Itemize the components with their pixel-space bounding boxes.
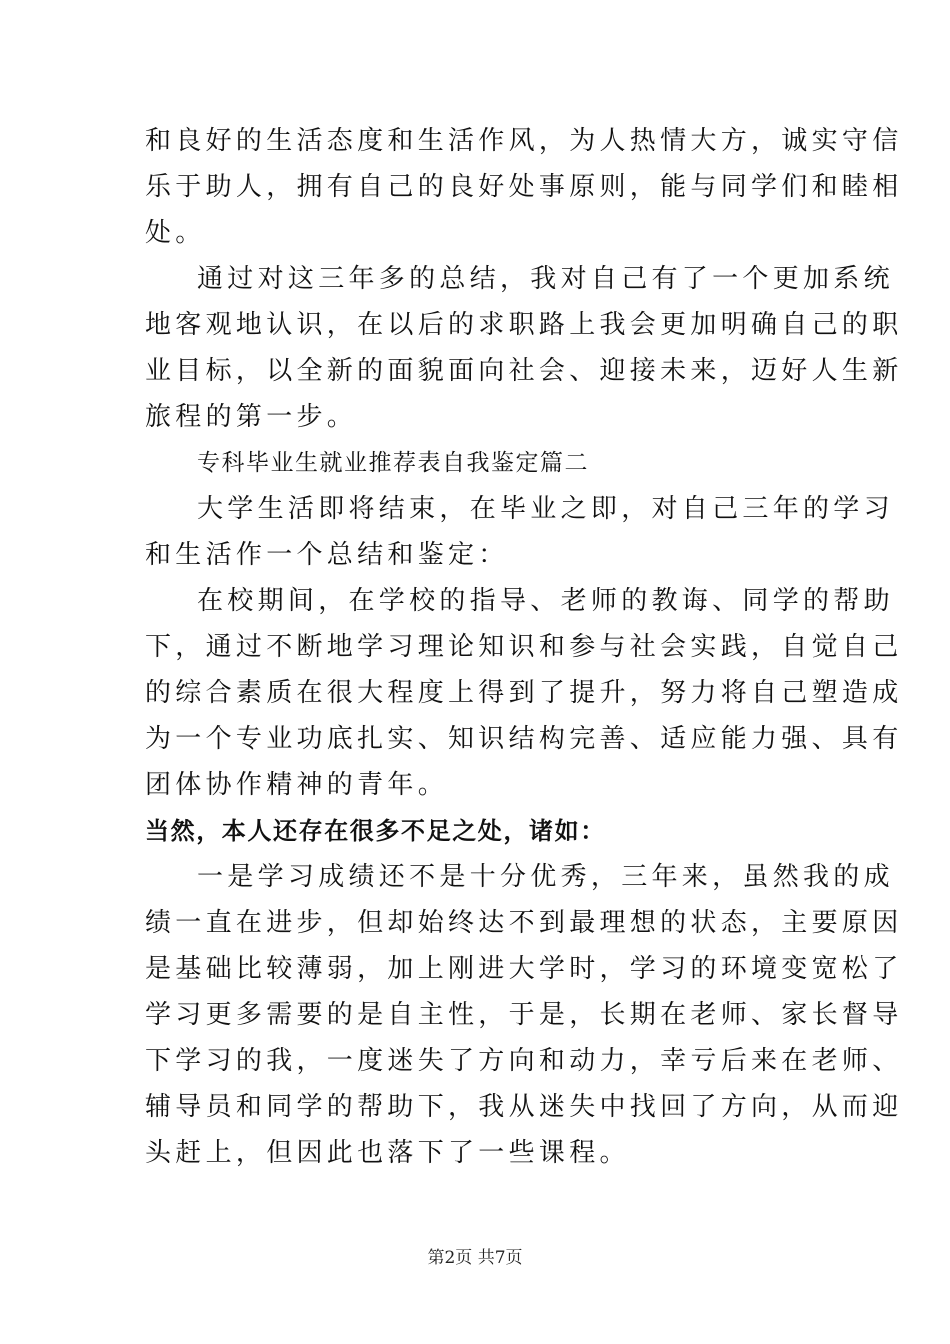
paragraph-start-line: 在校期间，在学校的指导、老师的教诲、同学的帮助 bbox=[197, 586, 894, 616]
document-body bbox=[145, 118, 903, 1176]
text-line: 下学习的我，一度迷失了方向和动力，幸亏后来在老师、 bbox=[145, 1046, 903, 1076]
text-line: 和生活作一个总结和鉴定： bbox=[145, 540, 509, 570]
paragraph-start-line: 一是学习成绩还不是十分优秀，三年来，虽然我的成 bbox=[197, 862, 894, 892]
text-line: 是基础比较薄弱，加上刚进大学时，学习的环境变宽松了 bbox=[145, 954, 903, 984]
text-line: 学习更多需要的是自主性，于是，长期在老师、家长督导 bbox=[145, 1000, 903, 1030]
text-line: 绩一直在进步，但却始终达不到最理想的状态，主要原因 bbox=[145, 908, 903, 938]
page-number-footer: 第2页 共7页 bbox=[427, 1248, 523, 1268]
text-line: 旅程的第一步。 bbox=[145, 402, 358, 432]
text-line: 处。 bbox=[145, 218, 206, 248]
text-line: 头赶上，但因此也落下了一些课程。 bbox=[145, 1138, 630, 1168]
text-line: 地客观地认识，在以后的求职路上我会更加明确自己的职 bbox=[145, 310, 903, 340]
bold-heading: 当然，本人还存在很多不足之处，诸如： bbox=[145, 817, 606, 845]
paragraph-start-line: 通过对这三年多的总结，我对自己有了一个更加系统 bbox=[197, 264, 894, 294]
text-line: 团体协作精神的青年。 bbox=[145, 770, 449, 800]
text-line: 辅导员和同学的帮助下，我从迷失中找回了方向，从而迎 bbox=[145, 1092, 903, 1122]
text-line: 为一个专业功底扎实、知识结构完善、适应能力强、具有 bbox=[145, 724, 903, 754]
text-line: 业目标，以全新的面貌面向社会、迎接未来，迈好人生新 bbox=[145, 356, 903, 386]
paragraph-start-line: 大学生活即将结束，在毕业之即，对自己三年的学习 bbox=[197, 494, 894, 524]
text-line: 和良好的生活态度和生活作风，为人热情大方，诚实守信 bbox=[145, 126, 903, 156]
section-heading: 专科毕业生就业推荐表自我鉴定篇二 bbox=[197, 450, 589, 476]
text-line: 乐于助人，拥有自己的良好处事原则，能与同学们和睦相 bbox=[145, 172, 903, 202]
text-line: 的综合素质在很大程度上得到了提升，努力将自己塑造成 bbox=[145, 678, 903, 708]
text-line: 下，通过不断地学习理论知识和参与社会实践，自觉自己 bbox=[145, 632, 903, 662]
